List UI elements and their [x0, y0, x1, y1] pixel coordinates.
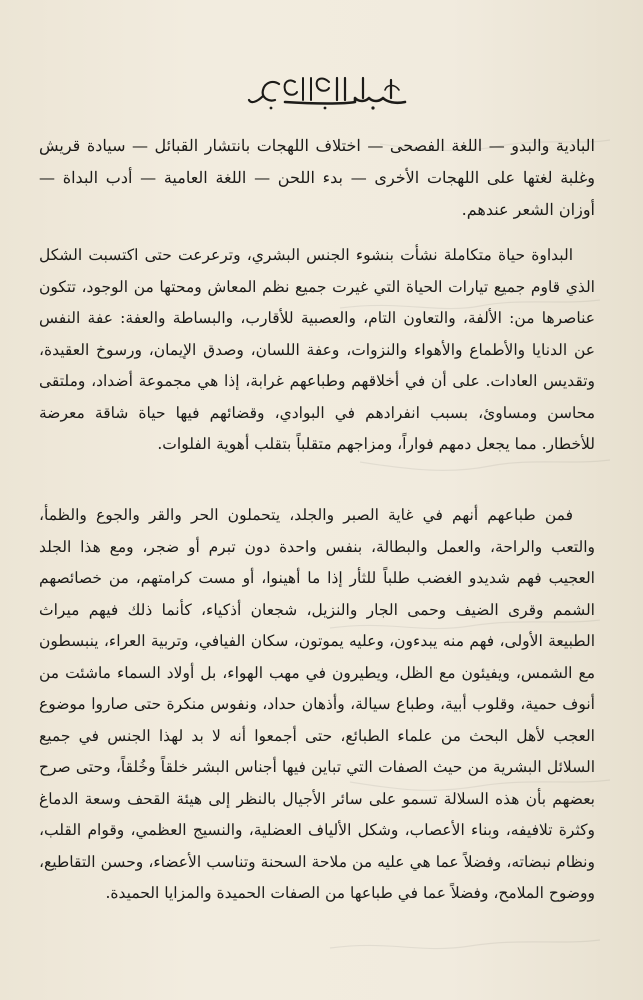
paragraph-2	[39, 500, 595, 910]
chapter-summary-text: البادية والبدو — اللغة الفصحى — اختلاف اللهجات بانتشار القبائل — سيادة قريش وغلبة لغتها على اللهجات الأخرى — بدء اللحن — اللغة العامية — أدب البداة — أوزان الشعر عندهم.	[39, 136, 595, 219]
paragraph-1-text: البداوة حياة متكاملة نشأت بنشوء الجنس البشري، وترعرعت حتى اكتسبت الشكل الذي قاوم جميع تيارات الحياة التي غيرت جميع نظم المعاش ومحتها من الوجود، تتكون عناصرها من: الألفة، والتعاون التام، والعصبية للأقارب، والبساطة والعفة: عفة النفس عن الدنايا والأطماع والأهواء والنزوات، وعفة اللسان، وصدق الإيمان، ورسوخ العقيدة، وتقديس العادات. على أن في أخلاقهم وطباعهم غرابة، إذا هي مجموعة أضداد، وملتقى محاسن ومساوئ، بسبب انفرادهم في البوادي، وقضائهم فيها حياة شاقة معرضة للأخطار. مما يجعل دمهم فواراً، ومزاجهم متقلباً بتقلب أهوية الفلوات.	[39, 246, 595, 453]
chapter-summary	[39, 130, 595, 226]
basmala-calligraphy	[245, 72, 410, 116]
paragraph-1	[39, 240, 595, 461]
basmala-calligraphy-graphic	[245, 72, 410, 116]
paragraph-2-text: فمن طباعهم أنهم في غاية الصبر والجلد، يتحملون الحر والقر والجوع والظمأ، والتعب والراحة، والعمل والبطالة، بنفس واحدة دون تبرم أو ضجر، ومع هذا الجلد العجيب فهم شديدو الغضب طلباً للثأر إذا ما أهينوا، أو مست كرامتهم، من خصائصهم الشمم وقرى الضيف وحمى الجار والنزيل، شجعان أذكياء، كأنما ذلك فيهم ميراث الطبيعة الأولى، فهم منه يبدءون، وعليه يموتون، سكان الفيافي، وتربية العراء، ينبسطون مع الشمس، ويفيئون مع الظل، ويطيرون في مهب الهواء، بل أولاد السماء ماشئت من أنوف حمية، وقلوب أبية، وطباع سيالة، وأذهان حداد، ونفوس منكرة حتى صاروا موضوع العجب لأهل البحث من علماء الطبائع، حتى أجمعوا أنه لا بد لهذا الجنس في جميع السلائل البشرية من حيث الصفات التي تباين فيها أجناس البشر خلقاً وخُلقاً، وحتى صرح بعضهم بأن هذه السلالة تسمو على سائر الأجيال بالنظر إلى هيئة القحف وسعة الدماغ وكثرة تلافيفه، وبناء الأعصاب، وشكل الألياف العضلية، والنسيج العظمي، وقوام القلب، ونظام نبضاته، وفضلاً عما هي عليه من ملاحة السحنة وتناسب الأعضاء، وحسن التقاطيع، ووضوح الملامح، وفضلاً عما في طباعها من الصفات الحميدة والمزايا الحميدة.	[39, 506, 595, 902]
